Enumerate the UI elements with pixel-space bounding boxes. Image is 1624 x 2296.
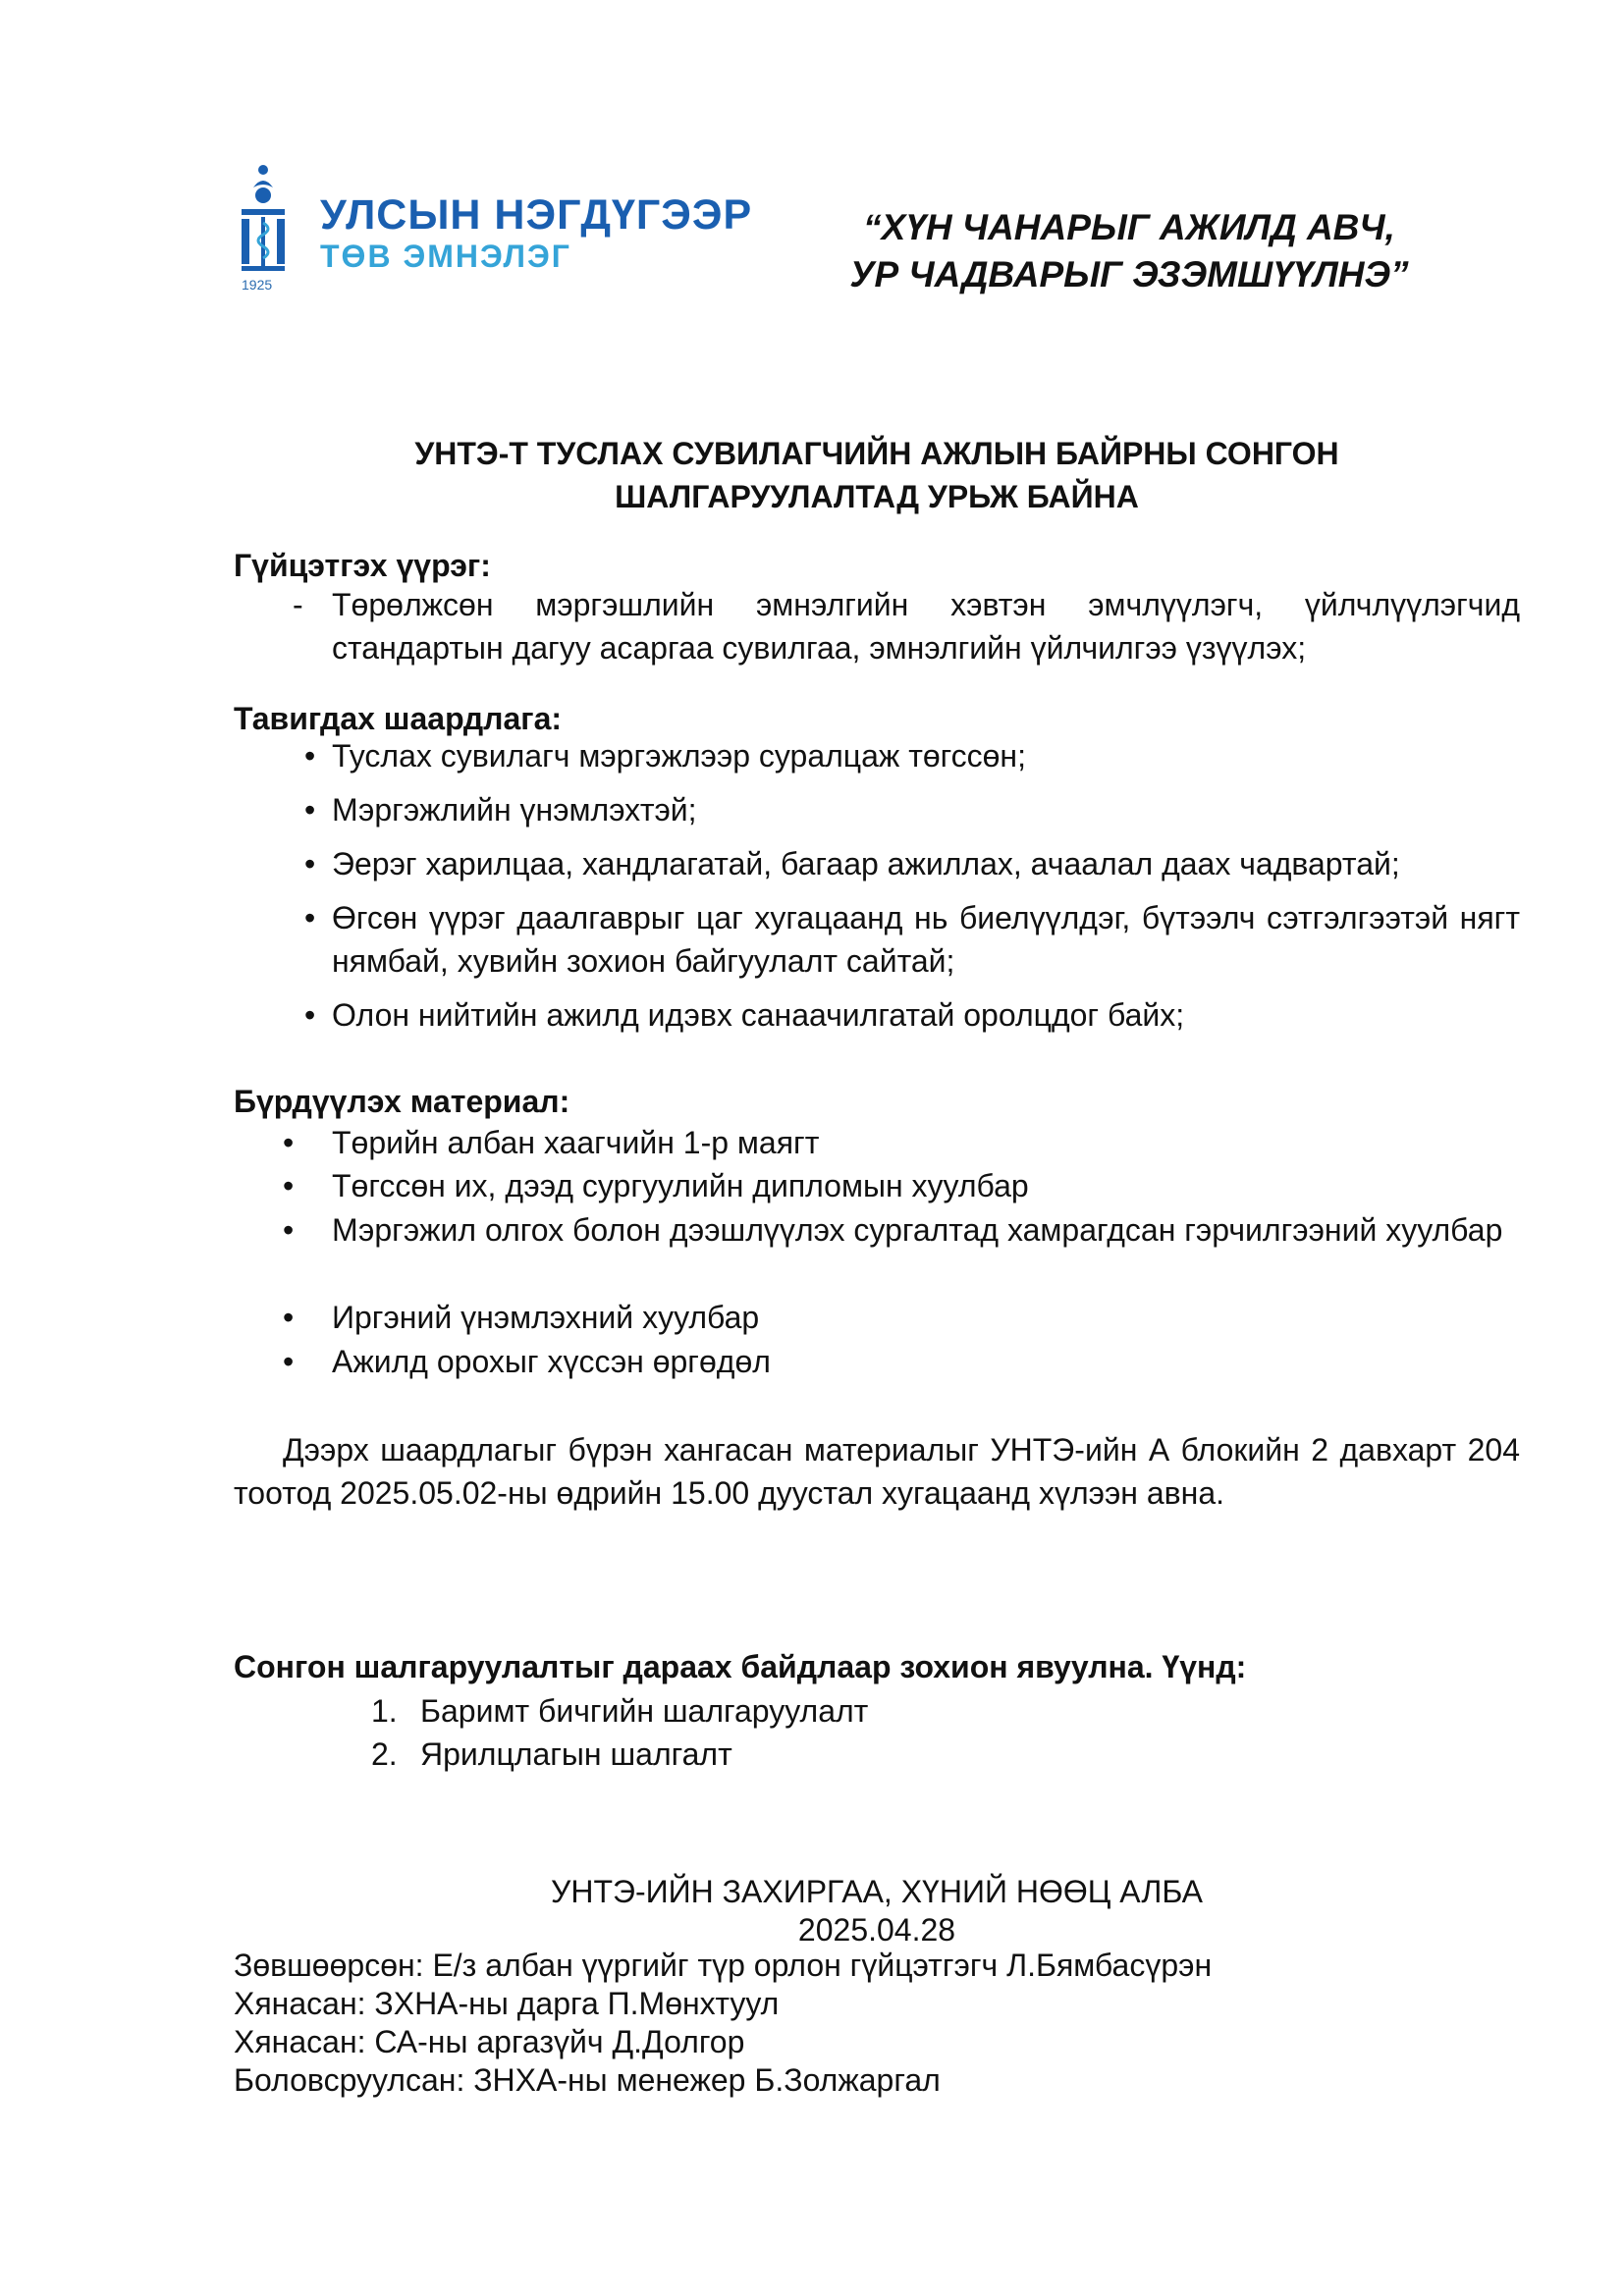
requirement-item: Олон нийтийн ажилд идэвх санаачилгатай оролцдог байх;: [332, 997, 1185, 1033]
requirement-item: Туслах сувилагч мэргэжлээр суралцаж төгссөн;: [332, 738, 1026, 774]
reviewed-by: Хянасан: ЗХНА-ны дарга П.Мөнхтуул: [234, 1986, 780, 2021]
title-line-1: УНТЭ-Т ТУСЛАХ СУВИЛАГЧИЙН АЖЛЫН БАЙРНЫ СОНГОН: [414, 436, 1339, 471]
footer-organization: УНТЭ-ИЙН ЗАХИРГАА, ХҮНИЙ НӨӨЦ АЛБА: [551, 1874, 1203, 1909]
logo-subtitle: ТӨВ ЭМНЭЛЭГ: [320, 239, 571, 274]
bullet-icon: •: [304, 997, 316, 1033]
approved-by: Зөвшөөрсөн: Е/з албан үүргийг түр орлон гүйцэтгэгч Л.Бямбасүрэн: [234, 1948, 1213, 1983]
prepared-by: Боловсруулсан: ЗНХА-ны менежер Б.Золжаргал: [234, 2062, 941, 2098]
bullet-icon: •: [283, 1300, 295, 1335]
footer-date: 2025.04.28: [797, 1912, 956, 1948]
bullet-icon: •: [304, 738, 316, 774]
bullet-icon: •: [304, 846, 316, 881]
bullet-icon: •: [283, 1212, 295, 1248]
material-item: Иргэний үнэмлэхний хуулбар: [332, 1300, 760, 1335]
bullet-icon: •: [283, 1344, 295, 1379]
selection-step: Ярилцлагын шалгалт: [420, 1736, 732, 1772]
document-title: [234, 432, 1520, 518]
duties-text: Төрөлжсөн мэргэшлийн эмнэлгийн хэвтэн эмчлүүлэгч, үйлчлүүлэгчид стандартын дагуу асаргаа сувилгаа, эмнэлгийн үйлчилгээ үзүүлэх;: [332, 587, 1520, 666]
selection-heading: Сонгон шалгаруулалтыг дараах байдлаар зохион явуулна. Үүнд:: [234, 1649, 1247, 1684]
material-item: Төрийн албан хаагчийн 1-р маягт: [332, 1125, 820, 1160]
motto-line-2: УР ЧАДВАРЫГ ЭЗЭМШҮҮЛНЭ”: [849, 254, 1409, 294]
logo-year: 1925: [242, 277, 273, 293]
requirement-item: Өгсөн үүрэг даалгаврыг цаг хугацаанд нь биелүүлдэг, бүтээлч сэтгэлгээтэй нягт нямбай, хувийн зохион байгуулалт сайтай;: [332, 900, 1520, 979]
selection-step: Баримт бичгийн шалгаруулалт: [420, 1693, 869, 1729]
materials-heading: Бүрдүүлэх материал:: [234, 1084, 570, 1119]
bullet-icon: •: [304, 900, 316, 935]
submission-paragraph: Дээрх шаардлагыг бүрэн хангасан материалыг УНТЭ-ийн А блокийн 2 давхарт 204 тоотод 2025.05.02-ны өдрийн 15.00 дуустал хугацаанд хүлээн авна.: [234, 1432, 1520, 1511]
reviewed-by: Хянасан: СА-ны аргазүйч Д.Долгор: [234, 2024, 745, 2059]
material-item: Ажилд орохыг хүссэн өргөдөл: [332, 1344, 771, 1379]
material-item: Мэргэжил олгох болон дээшлүүлэх сургалтад хамрагдсан гэрчилгээний хуулбар: [332, 1212, 1503, 1248]
duties-heading: Гүйцэтгэх үүрэг:: [234, 548, 491, 583]
bullet-icon: •: [283, 1125, 295, 1160]
requirements-heading: Тавигдах шаардлага:: [234, 701, 563, 736]
requirement-item: Эерэг харилцаа, хандлагатай, багаар ажиллах, ачаалал даах чадвартай;: [332, 846, 1400, 881]
hospital-logo: [234, 162, 764, 294]
bullet-icon: •: [304, 792, 316, 828]
dash-marker: -: [293, 587, 303, 622]
requirement-item: Мэргэжлийн үнэмлэхтэй;: [332, 792, 697, 828]
bullet-icon: •: [283, 1168, 295, 1203]
list-number: 2.: [371, 1736, 398, 1772]
material-item: Төгссөн их, дээд сургуулийн дипломын хуулбар: [332, 1168, 1029, 1203]
soyombo-emblem-icon: [234, 162, 302, 280]
motto-line-1: “ХҮН ЧАНАРЫГ АЖИЛД АВЧ,: [863, 207, 1395, 247]
signatures-block: [234, 1947, 1520, 2100]
motto: [805, 204, 1453, 298]
list-number: 1.: [371, 1693, 398, 1729]
logo-title: УЛСЫН НЭГДҮГЭЭР: [320, 191, 753, 239]
title-line-2: ШАЛГАРУУЛАЛТАД УРЬЖ БАЙНА: [615, 479, 1139, 514]
